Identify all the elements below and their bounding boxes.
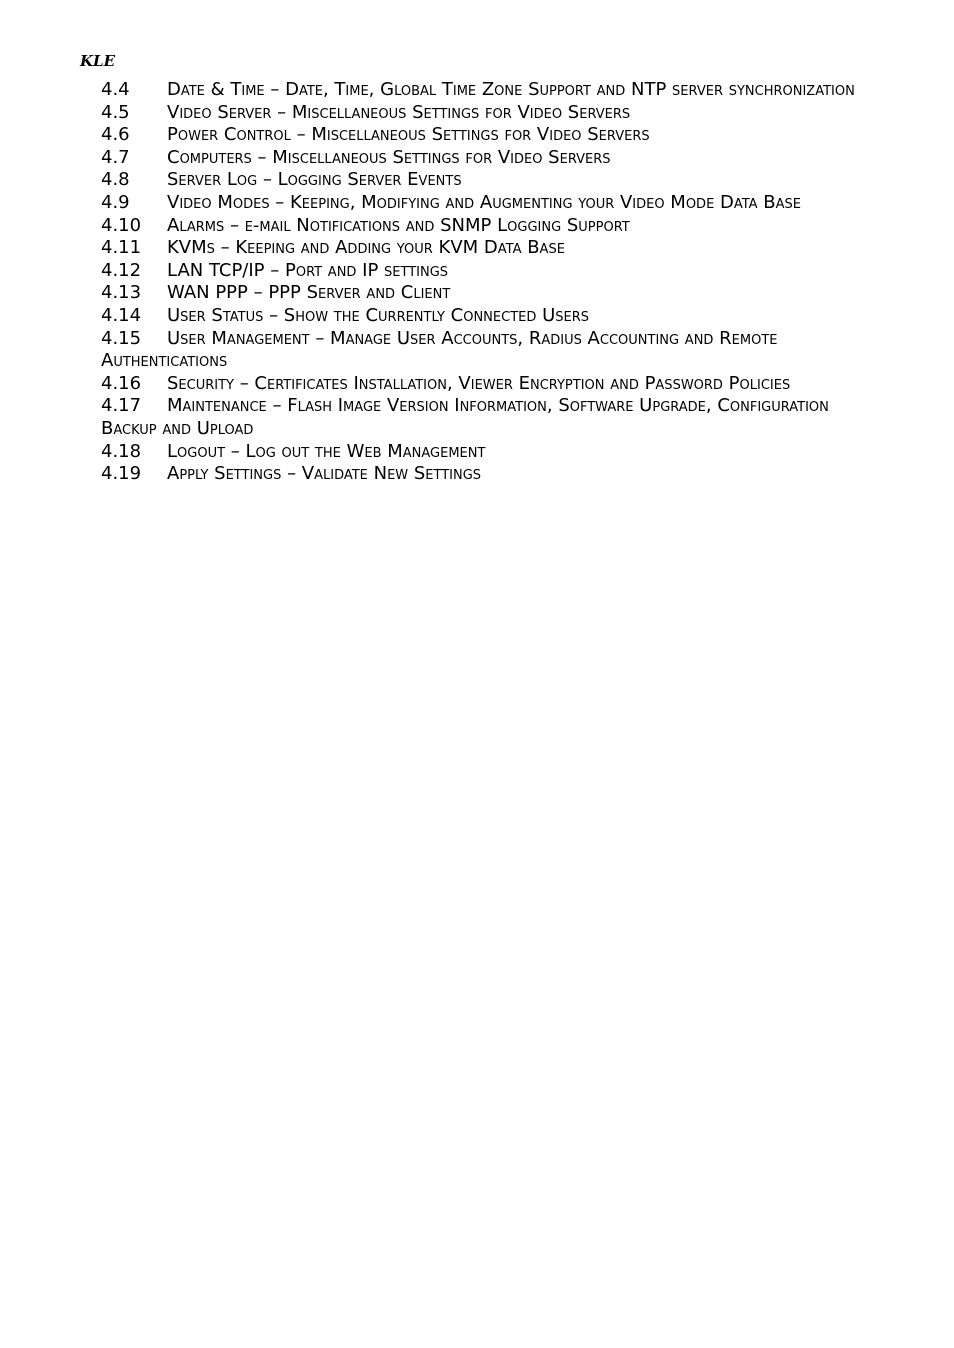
toc-entry [101,373,881,396]
toc-entry-number: 4.15 [101,327,142,349]
toc-entry-number: 4.9 [101,191,130,213]
toc-entry-title: WAN PPP – PPP Server and Client [167,282,451,304]
toc-entry-number: 4.14 [101,304,142,326]
toc-entry [101,237,881,260]
toc-entry [101,79,881,102]
toc-entry [101,463,881,486]
toc-entry-title: Video Server – Miscellaneous Settings for Video Servers [167,101,631,123]
toc-entry-title: User Management – Manage User Accounts, Radius Accounting and Remote Authentications [101,327,778,372]
toc-entry-number: 4.13 [101,282,142,304]
toc-entry-title: Server Log – Logging Server Events [167,169,462,191]
toc-entry-number: 4.6 [101,124,130,146]
toc-entry-title: Video Modes – Keeping, Modifying and Augmenting your Video Mode Data Base [167,191,801,213]
toc-entry-number: 4.4 [101,79,130,100]
toc-entry-title: Maintenance – Flash Image Version Information, Software Upgrade, Configuration Backup and Upload [101,395,829,439]
toc-entry [101,102,881,125]
toc-entry-title: Power Control – Miscellaneous Settings for Video Servers [167,124,650,146]
toc-entry [101,260,881,283]
toc-entry [101,169,881,192]
toc-entry-number: 4.12 [101,259,142,281]
table-of-contents [101,79,881,486]
toc-entry [101,124,881,147]
toc-entry-title: User Status – Show the Currently Connected Users [167,304,590,326]
toc-entry-number: 4.11 [101,237,142,259]
toc-entry-number: 4.17 [101,395,142,417]
toc-entry-title: KVMs – Keeping and Adding your KVM Data Base [167,237,565,259]
toc-entry [101,328,881,373]
toc-entry-number: 4.10 [101,214,142,236]
toc-entry-number: 4.5 [101,101,130,123]
toc-entry-title: Alarms – e-mail Notifications and SNMP Logging Support [167,214,630,236]
toc-entry-title: LAN TCP/IP – Port and IP settings [167,259,449,281]
toc-entry-number: 4.19 [101,463,142,485]
toc-entry [101,147,881,170]
toc-entry [101,305,881,328]
toc-entry [101,192,881,215]
toc-entry-title: Computers – Miscellaneous Settings for Video Servers [167,146,611,168]
toc-entry [101,215,881,238]
toc-entry [101,282,881,305]
toc-entry-title: Security – Certificates Installation, Viewer Encryption and Password Policies [167,372,791,394]
toc-entry [101,441,881,464]
toc-entry-title: Date & Time – Date, Time, Global Time Zone Support and NTP server synchronization [167,79,855,100]
toc-entry-title: Logout – Log out the Web Management [167,440,486,462]
toc-entry-number: 4.18 [101,440,142,462]
toc-entry-number: 4.8 [101,169,130,191]
toc-entry-number: 4.16 [101,372,142,394]
page-header: KLE [80,52,116,70]
toc-entry-number: 4.7 [101,146,130,168]
toc-entry [101,395,881,440]
toc-entry-title: Apply Settings – Validate New Settings [167,463,482,485]
